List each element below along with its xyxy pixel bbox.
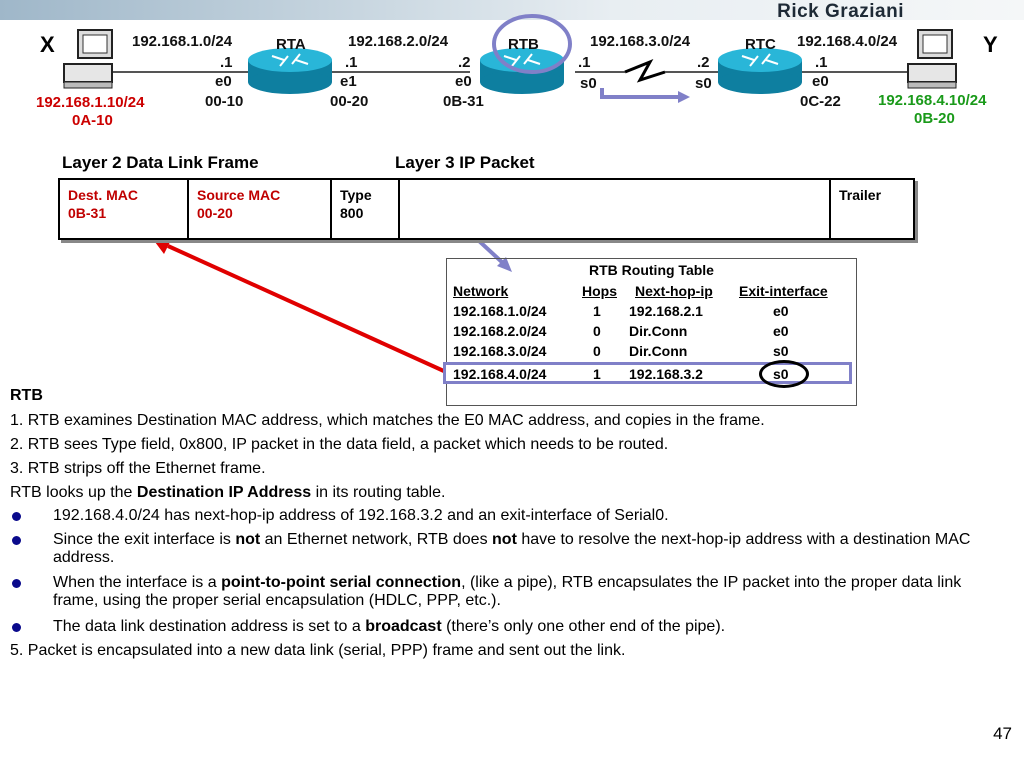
header-hops: Hops bbox=[582, 283, 617, 299]
layer2-frame-title: Layer 2 Data Link Frame bbox=[62, 153, 259, 172]
rtb-e0-address: .2 bbox=[458, 54, 471, 71]
type-value: 800 bbox=[340, 205, 364, 221]
b2-bold2: not bbox=[492, 531, 517, 548]
host-y-label: Y bbox=[983, 32, 998, 57]
b3-bold: point-to-point serial connection bbox=[221, 574, 462, 591]
b2-bold1: not bbox=[235, 531, 261, 548]
rtc-e0-mac: 0C-22 bbox=[800, 93, 841, 110]
network-label-4: 192.168.4.0/24 bbox=[797, 33, 898, 50]
bullet-2 bbox=[53, 531, 1003, 567]
rta-e0-address: .1 bbox=[220, 54, 233, 71]
row-next-hop: Dir.Conn bbox=[629, 323, 688, 339]
b3-post: , (like a pipe), RTB encapsulates the IP packet into the proper data link frame, using the proper serial encapsulation (HDLC, PPP, etc.). bbox=[53, 574, 962, 609]
host-y-ip: 192.168.4.10/24 bbox=[878, 92, 987, 109]
bullet-icon bbox=[12, 536, 21, 545]
rta-e1-interface: e1 bbox=[340, 73, 357, 90]
router-rtc-name: RTC bbox=[745, 36, 776, 53]
step-3: 3. RTB strips off the Ethernet frame. bbox=[10, 460, 266, 477]
serial-zigzag bbox=[625, 62, 665, 80]
row-exit: s0 bbox=[773, 343, 789, 359]
router-rta-name: RTA bbox=[276, 36, 306, 53]
row-hops: 0 bbox=[593, 323, 601, 339]
source-mac-field bbox=[189, 180, 332, 238]
lookup-pre: RTB looks up the bbox=[10, 484, 137, 501]
router-rtc-icon bbox=[718, 48, 802, 94]
step-5: 5. Packet is encapsulated into a new data link (serial, PPP) frame and sent out the link. bbox=[10, 642, 626, 659]
rtb-s0-address: .1 bbox=[578, 54, 591, 71]
s0-pointer-arrowhead bbox=[678, 91, 690, 103]
rtb-e0-interface: e0 bbox=[455, 73, 472, 90]
bullet-3 bbox=[53, 574, 1003, 610]
rtb-e0-mac: 0B-31 bbox=[443, 93, 484, 110]
router-rta-icon bbox=[248, 48, 332, 94]
row-hops: 1 bbox=[593, 303, 601, 319]
row-hops: 1 bbox=[593, 366, 601, 382]
b4-pre: The data link destination address is set to a bbox=[53, 618, 366, 635]
red-match-arrow bbox=[168, 246, 446, 372]
bullet-icon bbox=[12, 623, 21, 632]
dest-mac-value: 0B-31 bbox=[68, 205, 107, 221]
b4-post: (there’s only one other end of the pipe). bbox=[441, 618, 726, 635]
row-network: 192.168.2.0/24 bbox=[453, 323, 547, 339]
source-mac-value: 00-20 bbox=[197, 205, 233, 221]
lookup-bold: Destination IP Address bbox=[136, 484, 312, 501]
trailer-label: Trailer bbox=[839, 187, 882, 203]
bullet-icon bbox=[12, 579, 21, 588]
type-label: Type bbox=[340, 187, 372, 203]
b2-mid: an Ethernet network, RTB does bbox=[260, 531, 493, 548]
host-y-mac: 0B-20 bbox=[914, 110, 955, 127]
header-exit-interface: Exit-interface bbox=[739, 283, 828, 299]
rtc-s0-address: .2 bbox=[697, 54, 710, 71]
bullet-1: 192.168.4.0/24 has next-hop-ip address of 192.168.3.2 and an exit-interface of Serial0. bbox=[53, 507, 669, 524]
s0-highlight-circle bbox=[759, 360, 809, 388]
bullet-icon bbox=[12, 512, 21, 521]
row-exit: s0 bbox=[773, 366, 789, 382]
ip-packet-field bbox=[400, 180, 831, 238]
rta-e0-mac: 00-10 bbox=[205, 93, 244, 110]
routing-table-title: RTB Routing Table bbox=[589, 262, 714, 278]
type-field bbox=[332, 180, 400, 238]
lookup-post: in its routing table. bbox=[311, 484, 446, 501]
network-label-3: 192.168.3.0/24 bbox=[590, 33, 691, 50]
network-label-1: 192.168.1.0/24 bbox=[132, 33, 233, 50]
row-next-hop: 192.168.2.1 bbox=[629, 303, 703, 319]
row-network: 192.168.4.0/24 bbox=[453, 366, 547, 382]
row-network: 192.168.3.0/24 bbox=[453, 343, 547, 359]
rtb-heading: RTB bbox=[10, 387, 43, 404]
row-exit: e0 bbox=[773, 323, 789, 339]
host-x-computer-icon bbox=[64, 30, 112, 88]
row-next-hop: 192.168.3.2 bbox=[629, 366, 703, 382]
dest-mac-label: Dest. MAC bbox=[68, 187, 139, 203]
host-x-label: X bbox=[40, 32, 55, 57]
rtc-e0-address: .1 bbox=[815, 54, 828, 71]
rta-e0-interface: e0 bbox=[215, 73, 232, 90]
router-rtb-name: RTB bbox=[508, 36, 539, 53]
step-2: 2. RTB sees Type field, 0x800, IP packet in the data field, a packet which needs to be routed. bbox=[10, 436, 669, 453]
rta-e1-address: .1 bbox=[345, 54, 358, 71]
trailer-field bbox=[831, 180, 913, 238]
host-x-mac: 0A-10 bbox=[72, 112, 113, 129]
b2-pre: Since the exit interface is bbox=[53, 531, 236, 548]
s0-pointer-arrow bbox=[602, 88, 680, 97]
b4-bold: broadcast bbox=[365, 618, 442, 635]
layer3-packet-title: Layer 3 IP Packet bbox=[395, 153, 535, 172]
header-network: Network bbox=[453, 283, 509, 299]
row-exit: e0 bbox=[773, 303, 789, 319]
row-hops: 0 bbox=[593, 343, 601, 359]
step-1: 1. RTB examines Destination MAC address, which matches the E0 MAC address, and copies in the frame. bbox=[10, 412, 765, 429]
page-number: 47 bbox=[993, 724, 1012, 743]
network-label-2: 192.168.2.0/24 bbox=[348, 33, 449, 50]
rtb-routing-table bbox=[446, 258, 857, 406]
b2-post: have to resolve the next-hop-ip address with a destination MAC address. bbox=[53, 531, 971, 566]
lookup-sentence bbox=[10, 483, 445, 503]
rtb-s0-interface: s0 bbox=[580, 75, 597, 92]
host-x-ip: 192.168.1.10/24 bbox=[36, 94, 145, 111]
rta-e1-mac: 00-20 bbox=[330, 93, 369, 110]
row-next-hop: Dir.Conn bbox=[629, 343, 688, 359]
host-y-computer-icon bbox=[908, 30, 956, 88]
header-next-hop: Next-hop-ip bbox=[635, 283, 713, 299]
source-mac-label: Source MAC bbox=[197, 187, 281, 203]
b3-pre: When the interface is a bbox=[53, 574, 222, 591]
dest-mac-field bbox=[60, 180, 189, 238]
data-link-frame bbox=[58, 178, 915, 240]
author-name: Rick Graziani bbox=[777, 1, 904, 22]
rtc-s0-interface: s0 bbox=[695, 75, 712, 92]
bullet-4 bbox=[53, 618, 1003, 636]
row-network: 192.168.1.0/24 bbox=[453, 303, 547, 319]
rtc-e0-interface: e0 bbox=[812, 73, 829, 90]
